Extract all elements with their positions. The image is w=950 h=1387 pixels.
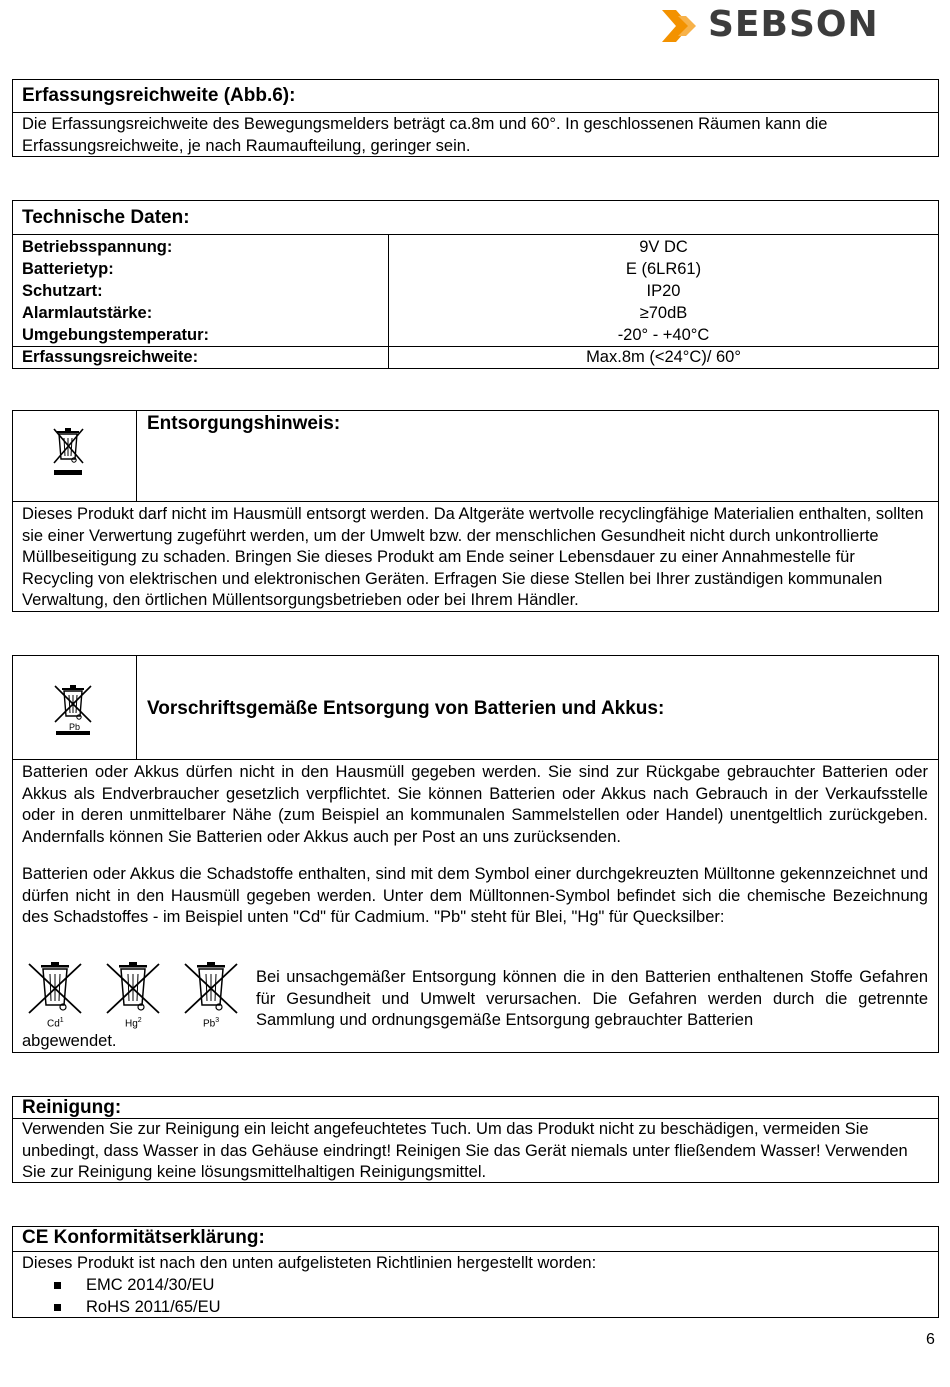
bin-symbol-hg bbox=[101, 961, 165, 1031]
brand-logo bbox=[660, 4, 890, 48]
table-row bbox=[13, 346, 938, 368]
crossed-out-bin-icon bbox=[179, 961, 243, 1021]
table-title: Technische Daten: bbox=[22, 207, 190, 228]
battery-paragraph-3: Bei unsachgemäßer Entsorgung können die in den Batterien enthaltenen Stoffe Gefahren für Gesundheit und Umwelt verursachen. Die Gefahren werden durch die getrennte Sammlung und ordnungsgemäße Entsorgung gebrauchter Batterien bbox=[256, 968, 928, 1029]
spec-label: Erfassungsreichweite: bbox=[22, 348, 199, 366]
crossed-out-bin-icon bbox=[51, 427, 87, 477]
spec-value: ≥70dB bbox=[639, 304, 688, 322]
table-row bbox=[13, 302, 938, 324]
cleaning-section bbox=[12, 1096, 939, 1183]
spec-label: Betriebsspannung: bbox=[22, 238, 173, 256]
bin-symbol-cd bbox=[23, 961, 87, 1031]
section-title: Erfassungsreichweite (Abb.6): bbox=[22, 85, 296, 106]
section-text: Dieses Produkt ist nach den unten aufgelisteten Richtlinien hergestellt worden: bbox=[22, 1254, 597, 1272]
battery-icon-label: Pb bbox=[69, 722, 81, 732]
spec-value: Max.8m (<24°C)/ 60° bbox=[586, 348, 741, 366]
section-title: Entsorgungshinweis: bbox=[147, 413, 341, 434]
logo-wordmark: SEBSON bbox=[708, 4, 879, 45]
logo-chevron-icon bbox=[660, 8, 700, 44]
spec-value: 9V DC bbox=[639, 238, 688, 256]
detection-range-section bbox=[12, 79, 939, 157]
table-row bbox=[13, 236, 938, 258]
section-text: Verwenden Sie zur Reinigung ein leicht angefeuchtetes Tuch. Um das Produkt nicht zu beschädigen, vermeiden Sie unbedingt, dass Wasser in das Gehäuse eindringt! Reinigen Sie das Gerät niemals unter fließendem Wasser! Verwenden Sie zur Reinigung keine lösungsmittelhaltigen Reinigungsmittel. bbox=[22, 1120, 908, 1181]
battery-bin-symbols bbox=[23, 961, 243, 1031]
page-number: 6 bbox=[926, 1331, 935, 1348]
bin-symbol-label: Pb$^3$ bbox=[203, 1017, 220, 1030]
spec-value: E (6LR61) bbox=[625, 260, 702, 278]
spec-label: Batterietyp: bbox=[22, 260, 114, 278]
spec-value: IP20 bbox=[646, 282, 681, 300]
disposal-notice-section bbox=[12, 410, 939, 612]
battery-paragraph-2: Batterien oder Akkus die Schadstoffe enthalten, sind mit dem Symbol einer durchgekreuzten Mülltonne gekennzeichnet und dürfen nicht in den Hausmüll gegeben werden. Unter dem Mülltonnen-Symbol befindet sich die chemische Bezeichnung des Schadstoffes - im Beispiel unten "Cd" für Cadmium. "Pb" steht für Blei, "Hg" für Quecksilber: bbox=[22, 865, 928, 926]
battery-paragraph-3-end: abgewendet. bbox=[22, 1032, 117, 1050]
crossed-out-bin-icon bbox=[23, 961, 87, 1021]
bin-symbol-label: Cd$^1$ bbox=[47, 1017, 64, 1030]
section-text: Die Erfassungsreichweite des Bewegungsmelders beträgt ca.8m und 60°. In geschlossenen Räumen kann die Erfassungsreichweite, je nach Raumaufteilung, geringer sein. bbox=[22, 115, 828, 155]
spec-label: Umgebungstemperatur: bbox=[22, 326, 210, 344]
section-title: Reinigung: bbox=[22, 1097, 122, 1118]
list-item: RoHS 2011/65/EU bbox=[22, 1297, 221, 1319]
section-text: Dieses Produkt darf nicht im Hausmüll entsorgt werden. Da Altgeräte wertvolle recyclingfähige Materialien enthalten, sollten sie einer Verwertung zugeführt werden, um der Umwelt bzw. der menschlichen Gesundheit nicht durch unkontrollierte Müllbeseitigung zu schaden. Bringen Sie dieses Produkt am Ende seiner Lebensdauer zu einer Annahmestelle für Recycling von elektrischen und elektronischen Geräten. Erfragen Sie diese Stellen bei Ihrer zuständigen kommunalen Verwaltung, den örtlichen Müllentsorgungsbetrieben oder bei Ihrem Händler. bbox=[22, 505, 924, 609]
table-row bbox=[13, 258, 938, 280]
technical-data-table bbox=[12, 200, 939, 369]
bin-symbol-pb bbox=[179, 961, 243, 1031]
directive-list bbox=[22, 1275, 221, 1318]
spec-value: -20° - +40°C bbox=[617, 326, 710, 344]
battery-paragraph-1: Batterien oder Akkus dürfen nicht in den Hausmüll gegeben werden. Sie sind zur Rückgabe gebrauchter Batterien oder Akkus als Endverbraucher gesetzlich verpflichtet. Sie können Batterien oder Akkus nach Gebrauch in der Verkaufsstelle oder in deren unmittelbarer Nähe (zum Beispiel an kommunalen Sammelstellen oder Handel) unentgeltlich zurückgeben. Andernfalls können Sie Batterien oder Akkus auch per Post an uns zurücksenden. bbox=[22, 763, 928, 846]
section-title: CE Konformitätserklärung: bbox=[22, 1227, 265, 1248]
crossed-out-bin-icon bbox=[101, 961, 165, 1021]
bin-symbol-label: Hg$^2$ bbox=[125, 1017, 142, 1030]
battery-disposal-section bbox=[12, 655, 939, 1053]
spec-label: Alarmlautstärke: bbox=[22, 304, 153, 322]
table-row bbox=[13, 280, 938, 302]
ce-declaration-section bbox=[12, 1226, 939, 1318]
section-title: Vorschriftsgemäße Entsorgung von Batterien und Akkus: bbox=[147, 698, 665, 719]
table-row bbox=[13, 324, 938, 346]
spec-label: Schutzart: bbox=[22, 282, 103, 300]
list-item: EMC 2014/30/EU bbox=[22, 1275, 221, 1297]
